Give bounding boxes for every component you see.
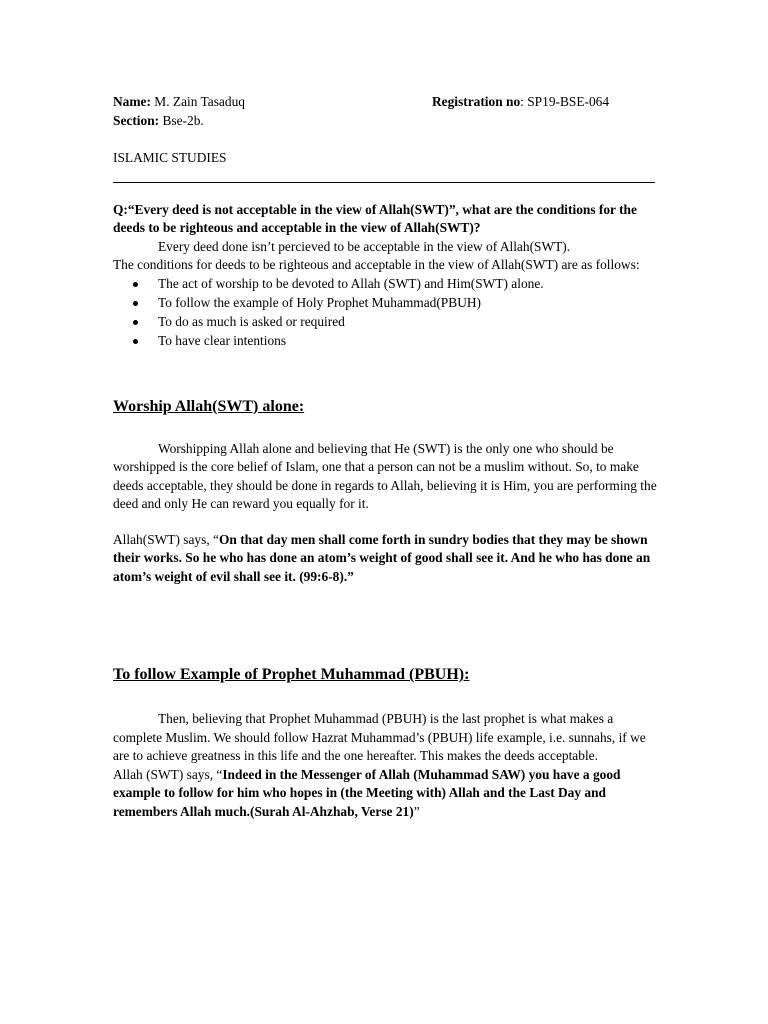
list-item-text: To have clear intentions bbox=[158, 333, 287, 349]
reg-label: Registration no bbox=[432, 94, 521, 109]
answer-intro-2: The conditions for deeds to be righteous and acceptable in the view of Allah(SWT) are as follows: bbox=[113, 257, 640, 272]
quote-close: ” bbox=[413, 803, 420, 819]
quote-lead: Allah (SWT) says, “ bbox=[113, 766, 223, 782]
header-row-1 bbox=[113, 93, 658, 112]
list-item-text: The act of worship to be devoted to Allah (SWT) and Him(SWT) alone. bbox=[158, 275, 544, 291]
bullet-icon bbox=[133, 320, 138, 325]
horizontal-rule bbox=[113, 182, 655, 183]
section-label: Section: bbox=[113, 112, 160, 128]
quote-text: Indeed in the Messenger of Allah (Muhammad SAW) you have a good example to follow for him who hopes in (the Meeting with) Allah and the Last Day and remembers Allah much.(Surah Al-Ahzhab, Verse 21) bbox=[113, 766, 621, 819]
course-title: ISLAMIC STUDIES bbox=[113, 150, 227, 165]
conditions-list bbox=[113, 275, 658, 352]
list-item bbox=[113, 313, 658, 332]
document-page bbox=[113, 93, 658, 821]
section1-paragraph: Worshipping Allah alone and believing that He (SWT) is the only one who should be worshipped is the core belief of Islam, one that a person can not be a muslim without. So, to make deeds acceptable, they should be done in regards to Allah, believing it is Him, you are performing the deed and only He can reward you equally for it. bbox=[113, 440, 657, 512]
list-item bbox=[113, 275, 658, 294]
reg-value: : SP19-BSE-064 bbox=[520, 94, 610, 109]
section-heading-worship: Worship Allah(SWT) alone: bbox=[113, 397, 305, 415]
question-text: Q:“Every deed is not acceptable in the view of Allah(SWT)”, what are the conditions for the deeds to be righteous and acceptable in the view of Allah(SWT)? bbox=[113, 201, 637, 235]
quote-lead: Allah(SWT) says, “ bbox=[113, 531, 219, 547]
list-item bbox=[113, 294, 658, 313]
bullet-icon bbox=[133, 301, 138, 306]
section1-quote bbox=[113, 531, 658, 587]
section-heading-prophet: To follow Example of Prophet Muhammad (PBUH): bbox=[113, 666, 470, 684]
section-value: Bse-2b. bbox=[159, 112, 204, 128]
list-item bbox=[113, 332, 658, 351]
bullet-icon bbox=[133, 282, 138, 287]
header-row-2 bbox=[113, 112, 658, 131]
name-value: M. Zain Tasaduq bbox=[150, 94, 245, 109]
student-section bbox=[113, 112, 204, 131]
list-item-text: To follow the example of Holy Prophet Muhammad(PBUH) bbox=[158, 294, 481, 310]
bullet-icon bbox=[133, 339, 138, 344]
name-label: Name: bbox=[113, 94, 151, 109]
quote-text: On that day men shall come forth in sundry bodies that they may be shown their works. So he who has done an atom’s weight of good shall see it. And he who has done an atom’s weight of evil shall see it. (99:6-8).” bbox=[113, 531, 651, 584]
registration-number bbox=[432, 93, 609, 112]
section2-quote bbox=[113, 766, 658, 822]
answer-intro-1: Every deed done isn’t percieved to be acceptable in the view of Allah(SWT). bbox=[158, 238, 571, 254]
section2-paragraph: Then, believing that Prophet Muhammad (PBUH) is the last prophet is what makes a complete Muslim. We should follow Hazrat Muhammad’s (PBUH) life example, i.e. sunnahs, if we are to achieve greatness in this life and the one hereafter. This makes the deeds acceptable. bbox=[113, 711, 646, 764]
list-item-text: To do as much is asked or required bbox=[158, 314, 345, 330]
student-name bbox=[113, 93, 432, 112]
